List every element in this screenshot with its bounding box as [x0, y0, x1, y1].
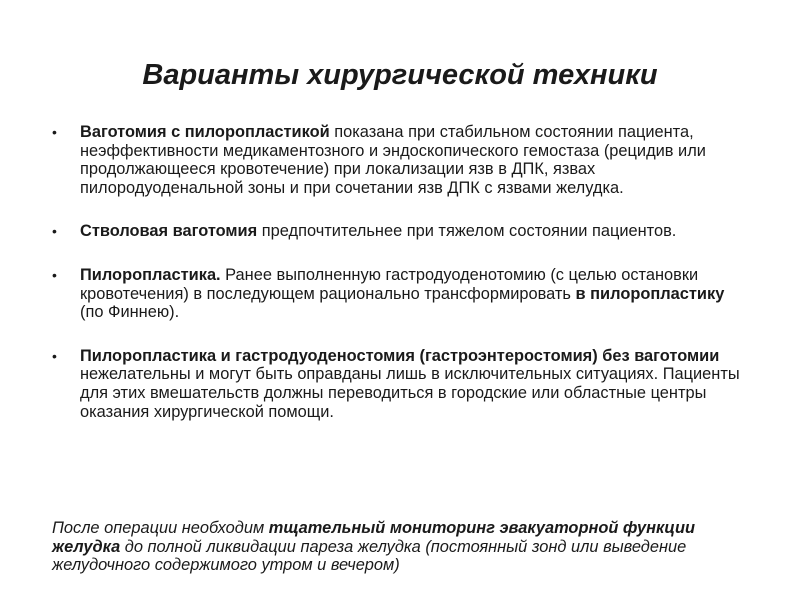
- bullet-item-pyloroplasty-gastroduodenostomy: [52, 347, 752, 421]
- bullet-icon: •: [52, 347, 57, 364]
- bullet-icon: •: [52, 223, 57, 240]
- footer-note: [52, 519, 742, 575]
- bullet-item-pyloroplasty: [52, 266, 752, 322]
- bullet-text: показана при стабильном состоянии пациента, неэффективности медикаментозного и эндоскопического гемостаза (рецидив или продолжающееся кровотечение) при локализации язв в ДПК, язвах пилородуоденальной зоны и при сочетании язв ДПК с язвами желудка.: [80, 123, 706, 197]
- footer-text-tail: до полной ликвидации пареза желудка (постоянный зонд или выведение желудочного содержимого утром и вечером): [52, 537, 687, 575]
- bullet-heading: Пилоропластика.: [80, 265, 221, 284]
- footer-text: После операции необходим: [52, 519, 269, 537]
- bullet-icon: •: [52, 124, 57, 140]
- bullet-text: предпочтительнее при тяжелом состоянии пациентов.: [257, 222, 677, 241]
- footer-emphasis: тщательный мониторинг эвакуаторной функции желудка: [52, 519, 695, 556]
- bullet-heading: Стволовая ваготомия: [80, 222, 258, 241]
- bullet-item-truncal-vagotomy: [52, 222, 752, 241]
- slide-title: Варианты хирургической техники: [142, 59, 658, 91]
- bullet-heading: Ваготомия с пилоропластикой: [80, 123, 330, 141]
- bullet-icon: •: [52, 266, 57, 283]
- bullet-text: Ранее выполненную гастродуоденотомию (с целью остановки кровотечения) в последующем рационально трансформировать: [80, 265, 699, 303]
- bullet-text-tail: (по Финнею).: [80, 303, 180, 322]
- bullet-list: [52, 123, 752, 446]
- bullet-heading: Пилоропластика и гастродуоденостомия (гастроэнтеростомия) без ваготомии: [80, 346, 720, 365]
- bullet-emphasis: в пилоропластику: [575, 284, 725, 303]
- bullet-item-vagotomy-pyloroplasty: [52, 123, 752, 197]
- bullet-text: нежелательны и могут быть оправданы лишь в исключительных ситуациях. Пациенты для этих вмешательств должны переводиться в городские или областные центры оказания хирургической помощи.: [80, 365, 740, 421]
